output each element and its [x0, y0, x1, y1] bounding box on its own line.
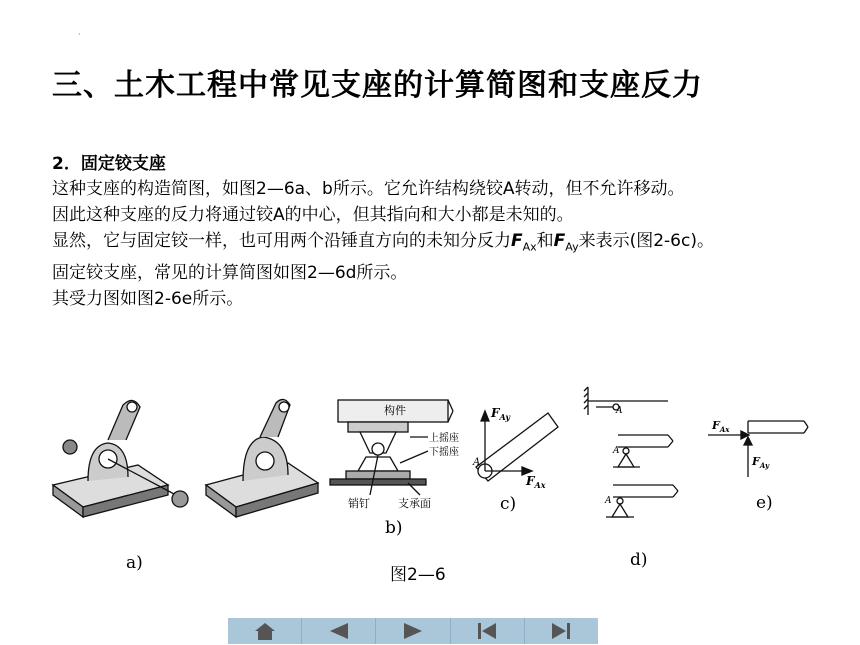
paragraph-2: 因此这种支座的反力将通过铰A的中心，但其指向和大小都是未知的。	[52, 205, 574, 225]
home-button[interactable]	[228, 618, 302, 644]
paragraph-1: 这种支座的构造简图，如图2—6a、b所示。它允许结构绕铰A转动，但不允许移动。	[52, 179, 685, 199]
next-button[interactable]	[376, 618, 450, 644]
prev-button[interactable]	[302, 618, 376, 644]
label-e: e)	[756, 493, 773, 513]
next-icon	[402, 621, 424, 641]
b-support-label: 支承面	[398, 497, 431, 510]
b-member-label: 构件	[384, 404, 406, 417]
decor-dot: ·	[78, 30, 81, 39]
home-icon	[254, 621, 276, 641]
figure-a-right-support	[206, 399, 318, 517]
c-a-label: A	[473, 457, 481, 468]
d-a3-label: A	[605, 496, 612, 506]
e-fay-label: $F_{Ay}$	[752, 455, 770, 470]
e-fax-label: $F_{Ax}$	[712, 419, 730, 434]
label-d: d)	[630, 550, 648, 570]
slide-content	[52, 153, 812, 314]
paragraph-3	[52, 230, 812, 258]
paragraph-4: 固定铰支座，常见的计算简图如图2—6d所示。	[52, 263, 408, 284]
slide-title: 三、土木工程中常见支座的计算简图和支座反力	[52, 68, 703, 103]
label-a: a)	[126, 553, 143, 573]
figure-d-diagrams	[584, 387, 678, 517]
paragraph-5: 其受力图如图2-6e所示。	[52, 289, 244, 310]
figure-svg	[48, 385, 828, 585]
c-fay-label: $F_{Ay}$	[491, 406, 511, 422]
c-fax-label: $F_{Ax}$	[526, 474, 546, 490]
first-button[interactable]	[451, 618, 525, 644]
section-heading: 2．固定铰支座	[52, 154, 166, 174]
para3-text-a: 显然，它与固定铰一样，也可用两个沿锤直方向的未知分反力	[52, 231, 511, 251]
b-lower-label: 下摇座	[429, 447, 459, 458]
para3-force-2: F	[553, 231, 566, 251]
navigation-bar	[228, 618, 598, 644]
para3-text-b: 来表示(图2-6c)。	[578, 231, 714, 251]
para3-sub-1: Ax	[522, 240, 537, 254]
label-c: c)	[500, 494, 517, 514]
figure-caption: 图2—6	[390, 565, 446, 585]
para3-force-1: F	[511, 231, 523, 251]
b-pin-label: 销钉	[348, 497, 370, 510]
last-button[interactable]	[525, 618, 598, 644]
d-a2-label: A	[613, 446, 620, 456]
figure-a-left-support	[53, 400, 188, 517]
figure-c-pin-forces	[476, 411, 558, 481]
para3-sub-2: Ay	[565, 240, 579, 254]
d-a1-label: A	[616, 406, 623, 416]
para3-and: 和	[536, 231, 554, 251]
b-upper-label: 上摇座	[429, 433, 459, 444]
first-icon	[476, 621, 498, 641]
label-b: b)	[385, 518, 403, 538]
prev-icon	[328, 621, 350, 641]
last-icon	[550, 621, 572, 641]
figure-2-6	[48, 385, 828, 585]
